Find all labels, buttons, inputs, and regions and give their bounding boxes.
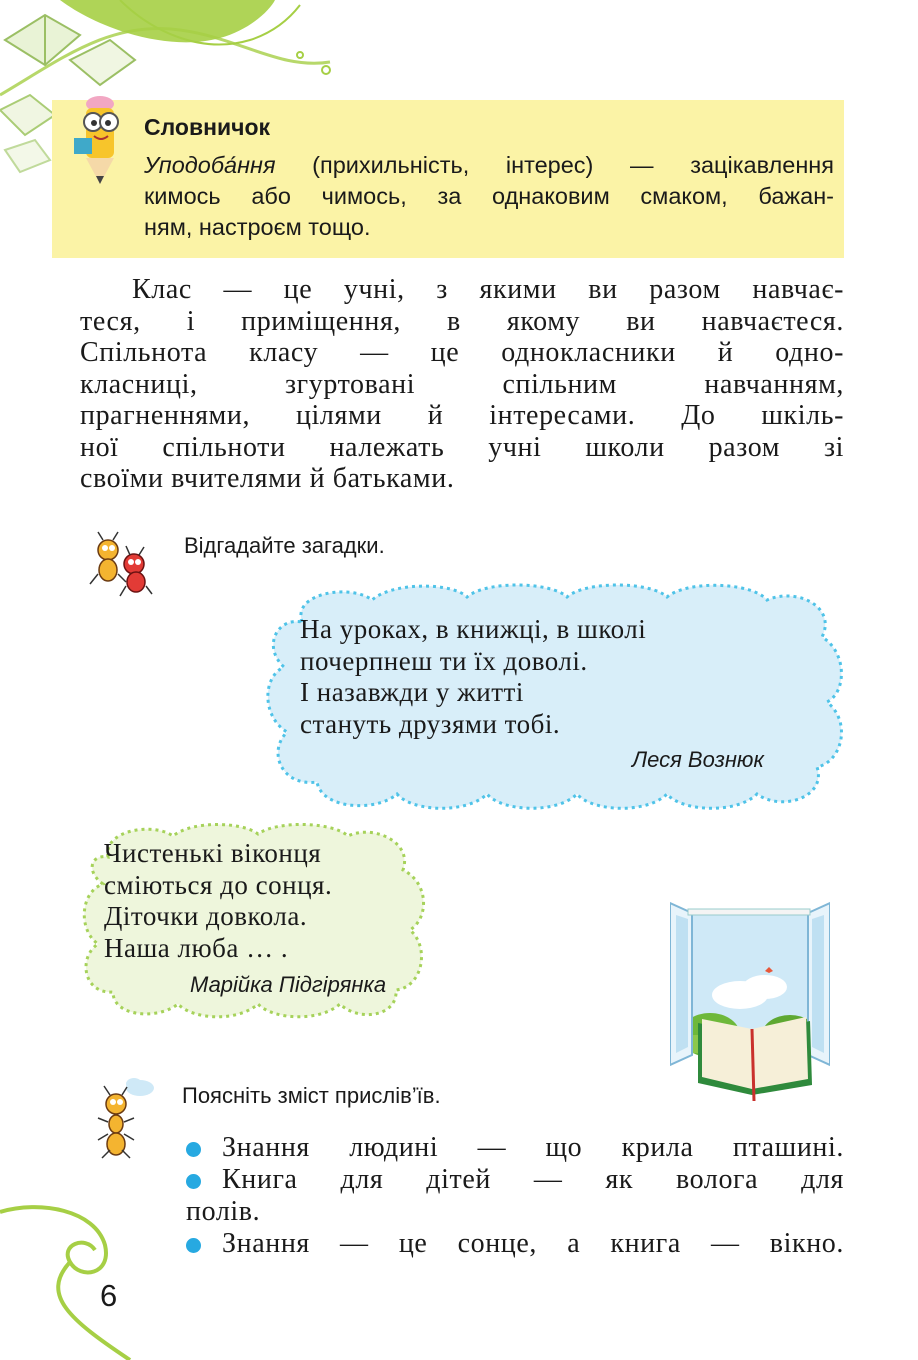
- proverb-text: Книга для дітей — як волога для: [222, 1164, 844, 1195]
- proverb-text: Знання людині — що крила пташині.: [222, 1132, 844, 1163]
- glossary-term: Уподоба́ння: [144, 152, 276, 178]
- bullet-icon: [186, 1238, 201, 1253]
- bullet-icon: [186, 1174, 201, 1189]
- riddle-line: Наша люба … .: [104, 932, 289, 963]
- riddle-line: І назавжди у житті: [300, 677, 524, 707]
- bullet-icon: [186, 1142, 201, 1157]
- paragraph-line: теся, і приміщення, в якому ви навчаєтеся.: [80, 305, 844, 337]
- riddle-line: стануть друзями тобі.: [300, 708, 561, 739]
- proverb-text-continued: полів.: [186, 1196, 261, 1227]
- page-number: 6: [100, 1278, 118, 1313]
- task-explain-proverbs: Поясніть зміст прислів’їв.: [182, 1083, 441, 1108]
- proverbs-list: [186, 1132, 844, 1260]
- paragraph-line: Клас — це учні, з якими ви разом навчає-: [132, 274, 844, 305]
- riddle-line: сміються до сонця.: [104, 869, 333, 900]
- main-paragraph: [80, 274, 844, 495]
- corner-swirl-decoration: [0, 1200, 140, 1360]
- riddle-line: Чистенькі віконця: [104, 838, 322, 868]
- ant-thinking-icon: [94, 1078, 158, 1160]
- paragraph-line: своїми вчителями й батьками.: [80, 463, 455, 494]
- riddle-line: почерпнеш ти їх доволі.: [300, 645, 588, 676]
- paragraph-line: класниці, згуртовані спільним навчанням,: [80, 368, 844, 400]
- riddle1-text: [300, 614, 646, 740]
- riddle2-text: [104, 838, 332, 964]
- riddle-line: Діточки довкола.: [104, 901, 308, 931]
- window-book-illustration: [670, 895, 830, 1105]
- glossary-title: Словничок: [144, 114, 271, 140]
- list-item: [186, 1132, 844, 1164]
- paragraph-line: прагненнями, цілями й інтересами. До шкіль-: [80, 400, 844, 431]
- paragraph-line: ної спільноти належать учні школи разом зі: [80, 431, 844, 463]
- ants-icon: [86, 530, 158, 598]
- glossary-definition: Уподоба́ння (прихильність, інтерес) — зацікавлення кимось або чимось, за однаковим смаком, бажан- ням, настроєм тощо.: [144, 152, 834, 240]
- paragraph-line: Спільнота класу — це однокласники й одно-: [80, 337, 844, 368]
- pencil-mascot-icon: [66, 92, 136, 192]
- proverb-text: Знання — це сонце, а книга — вікно.: [222, 1228, 844, 1259]
- riddle2-author: Марійка Підгірянка: [190, 972, 387, 997]
- task-guess-riddles: Відгадайте загадки.: [184, 533, 385, 558]
- riddle-line: На уроках, в книжці, в школі: [300, 614, 647, 644]
- riddle1-author: Леся Вознюк: [632, 747, 764, 772]
- glossary-box: [52, 100, 844, 258]
- list-item: [186, 1164, 844, 1228]
- list-item: [186, 1228, 844, 1260]
